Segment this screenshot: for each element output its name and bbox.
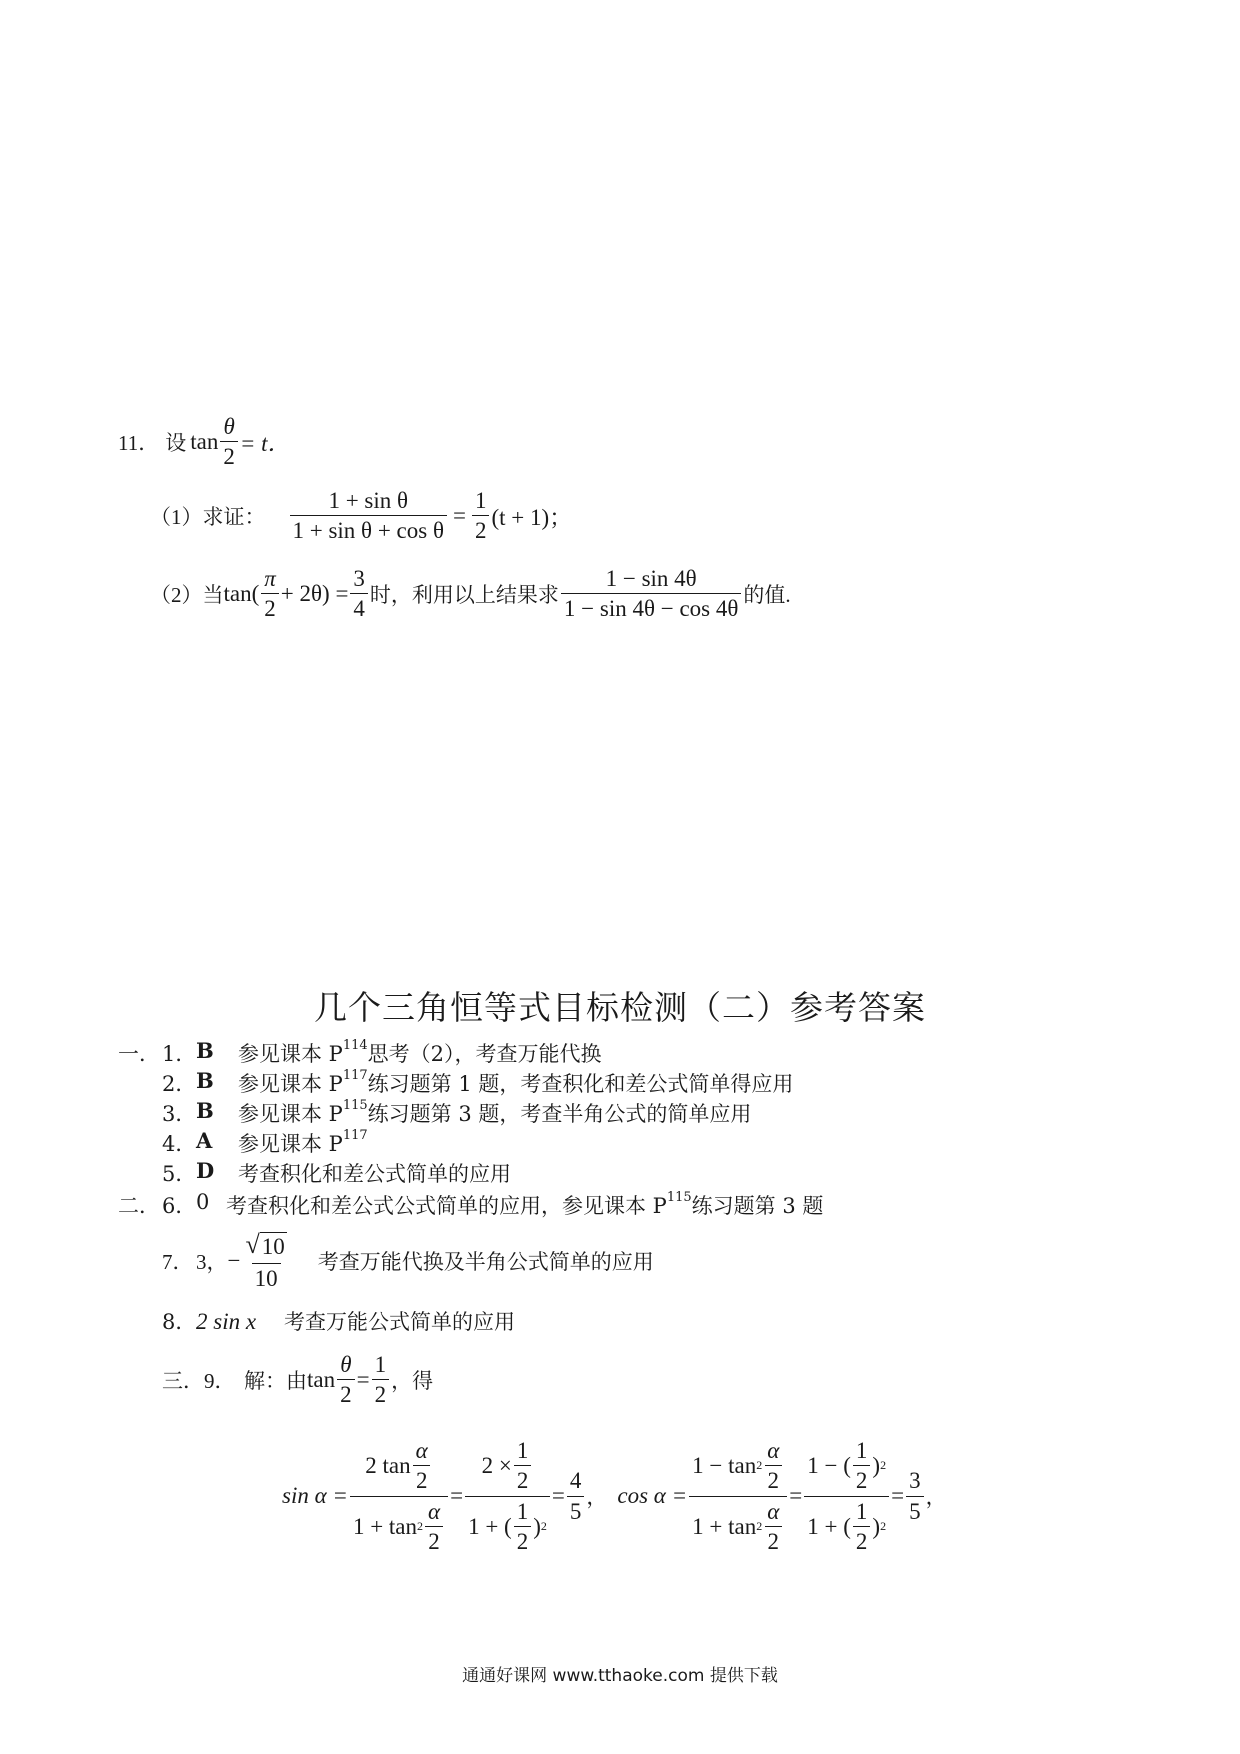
equals-sign: = — [891, 1483, 905, 1509]
fraction-numerator: 1 — [516, 1438, 529, 1463]
footer-text: 通通好课网 www.tthaoke.com 提供下载 — [462, 1666, 778, 1686]
item-number: 7． — [162, 1250, 194, 1275]
fraction-denominator: 2 — [765, 1526, 783, 1554]
part1-label: （1）求证： — [150, 504, 266, 529]
numerator-text: 2 × — [481, 1453, 512, 1479]
alpha-half-fraction — [764, 1438, 782, 1494]
equals-sign: = — [356, 1366, 370, 1392]
equals-sign: = — [452, 502, 466, 528]
sin-result-fraction — [567, 1468, 585, 1524]
item-ref: 参见课本 P — [238, 1102, 343, 1126]
item-ref-sub: 117 — [342, 1068, 368, 1083]
fraction-denominator: 2 — [425, 1526, 443, 1554]
half-fraction — [472, 488, 490, 544]
alpha-half-fraction — [425, 1499, 443, 1555]
separator: ， — [925, 1485, 947, 1510]
part2-text: 时，利用以上结果求 — [369, 582, 559, 607]
fraction-numerator: 1 + sin θ — [328, 488, 409, 513]
part2-target-fraction — [561, 566, 741, 622]
fraction-denominator: 4 — [350, 593, 368, 621]
part2-label: （2）当 — [150, 582, 224, 607]
fraction-numerator: α — [767, 1438, 780, 1463]
numerator-text: 1 − tan — [692, 1453, 757, 1479]
item-desc: 考查积化和差公式简单的应用 — [238, 1162, 511, 1186]
fraction-numerator: 1 — [474, 488, 487, 513]
sqrt-expression — [242, 1232, 289, 1263]
item-desc: 考查积化和差公式公式简单的应用，参见课本 P — [226, 1194, 667, 1218]
fraction-denominator — [689, 1496, 787, 1555]
list-item — [162, 1038, 793, 1068]
minus-sign: − — [227, 1248, 241, 1274]
separator: ， — [586, 1485, 608, 1510]
equals-sign: = — [450, 1483, 464, 1509]
item-letter: B — [196, 1068, 214, 1093]
numerator-text: 1 − ( — [807, 1453, 851, 1479]
sin-fraction-2 — [465, 1438, 550, 1554]
fraction-denominator — [804, 1496, 889, 1555]
solution-lead: 解：由 — [244, 1368, 307, 1393]
list-item — [162, 1068, 793, 1098]
item-desc: 考查万能代换及半角公式简单的应用 — [317, 1250, 654, 1275]
paren-close: ) — [872, 1513, 881, 1539]
fraction-numerator: 1 — [855, 1438, 868, 1463]
item-ref-sub: 117 — [342, 1128, 368, 1143]
sin-fraction-1 — [350, 1438, 448, 1554]
item-number: 9． — [204, 1368, 236, 1393]
fraction-denominator: 2 — [472, 515, 490, 543]
fraction-denominator: 2 — [853, 1526, 871, 1554]
q11-number: 11． — [118, 430, 160, 455]
item-number: 5． — [162, 1162, 197, 1186]
fraction-numerator: α — [428, 1498, 441, 1524]
item-ref-sub: 114 — [342, 1038, 368, 1053]
theta-half-fraction — [337, 1352, 355, 1408]
item-letter: D — [196, 1158, 215, 1183]
paren-close: ) — [533, 1513, 541, 1539]
alpha-half-fraction — [764, 1499, 782, 1555]
answer-7 — [162, 1232, 654, 1291]
section1-label: 一． — [118, 1042, 160, 1066]
half-fraction — [514, 1499, 532, 1555]
fraction-numerator: θ — [223, 414, 235, 439]
fraction-numerator: 1 — [855, 1498, 868, 1524]
answer-6 — [118, 1190, 823, 1220]
item-number: 2． — [162, 1072, 197, 1096]
square-exponent: 2 — [417, 1518, 424, 1533]
item-letter: B — [196, 1038, 214, 1063]
fraction-numerator — [689, 1438, 787, 1496]
fraction-denominator: 2 — [220, 441, 238, 469]
sin-cos-derivation — [282, 1438, 947, 1554]
fraction-denominator — [350, 1496, 448, 1555]
fraction-denominator: 1 − sin 4θ − cos 4θ — [561, 593, 741, 621]
half-fraction — [372, 1352, 390, 1408]
theta-half-fraction — [220, 414, 238, 470]
square-exponent: 2 — [540, 1518, 547, 1533]
denominator-text: 1 + ( — [468, 1513, 512, 1539]
item-letter: A — [196, 1128, 213, 1153]
half-fraction — [514, 1438, 532, 1494]
item-desc: 练习题第 3 题，考查半角公式的简单应用 — [367, 1102, 752, 1126]
item-letter: B — [196, 1098, 214, 1123]
denominator-text: 1 + tan — [352, 1513, 418, 1539]
item-desc: 思考（2），考查万能代换 — [367, 1042, 602, 1066]
q11-lead: 设 — [165, 430, 187, 455]
fraction-numerator — [479, 1438, 537, 1496]
fraction-denominator: 2 — [261, 593, 279, 621]
q11-part2 — [150, 566, 791, 622]
fraction-numerator: 3 — [353, 566, 365, 591]
part2-tan: tan( — [223, 580, 260, 606]
part1-fraction — [290, 488, 447, 544]
equals-sign: = — [789, 1483, 803, 1509]
item-ref-sub: 115 — [666, 1190, 692, 1205]
fraction-denominator: 2 — [514, 1526, 532, 1554]
list-item — [162, 1158, 793, 1188]
fraction-denominator: 2 — [765, 1465, 783, 1493]
cos-result-fraction — [906, 1468, 924, 1524]
denominator-text: 1 + ( — [807, 1513, 851, 1539]
item-value: 0 — [196, 1190, 210, 1214]
cos-fraction-1 — [689, 1438, 787, 1554]
half-fraction — [853, 1438, 871, 1494]
section2-label: 二． — [118, 1194, 160, 1218]
page-title: 几个三角恒等式目标检测（二）参考答案 — [314, 988, 926, 1027]
pi-half-fraction — [261, 566, 279, 622]
section3-label: 三． — [162, 1368, 204, 1393]
half-fraction — [853, 1499, 871, 1555]
q11-premise-tail: = t． — [239, 431, 291, 457]
three-quarter-fraction — [350, 566, 368, 622]
fraction-denominator: 5 — [906, 1496, 924, 1524]
list-item — [162, 1098, 793, 1128]
fraction-denominator: 1 + sin θ + cos θ — [290, 515, 447, 543]
item-ref: 参见课本 P — [238, 1042, 343, 1066]
fraction-numerator: θ — [340, 1352, 352, 1377]
paren-close: ) — [872, 1453, 881, 1479]
fraction-numerator: 1 − sin 4θ — [605, 566, 697, 591]
item-desc: 考查万能公式简单的应用 — [284, 1310, 515, 1334]
item-value: 3， — [196, 1250, 228, 1275]
answer-9 — [162, 1352, 433, 1408]
item-ref: 参见课本 P — [238, 1072, 343, 1096]
cos-fraction-2 — [804, 1438, 889, 1554]
fraction-numerator: α — [415, 1438, 428, 1463]
fraction-numerator: 1 — [516, 1498, 529, 1524]
item-number: 6． — [162, 1194, 197, 1218]
tan-text: tan — [190, 428, 219, 454]
item-number: 4． — [162, 1132, 197, 1156]
part2-tail: 的值. — [743, 582, 791, 607]
part1-tail: (t + 1)； — [491, 505, 573, 531]
answer-8 — [162, 1306, 515, 1336]
denominator-text: 1 + tan — [692, 1513, 757, 1539]
square-exponent: 2 — [756, 1518, 763, 1533]
square-exponent: 2 — [756, 1458, 763, 1473]
cos-alpha-lhs: cos α = — [617, 1483, 688, 1509]
item-number: 3． — [162, 1102, 197, 1126]
fraction-denominator: 2 — [514, 1465, 532, 1493]
fraction-numerator: α — [767, 1498, 780, 1524]
item-desc: 练习题第 1 题，考查积化和差公式简单得应用 — [367, 1072, 794, 1096]
sqrt10-fraction — [242, 1232, 289, 1291]
fraction-denominator: 2 — [853, 1465, 871, 1493]
fraction-denominator: 2 — [413, 1465, 431, 1493]
item-value: 2 sin x — [196, 1309, 257, 1334]
item-number: 8． — [162, 1310, 197, 1334]
fraction-denominator: 5 — [567, 1496, 585, 1524]
q11-premise — [118, 414, 291, 470]
radical-icon: √ — [245, 1230, 260, 1259]
item-desc-tail: 练习题第 3 题 — [691, 1194, 824, 1218]
sqrt-argument: 10 — [261, 1234, 285, 1259]
q11-part1 — [150, 488, 572, 544]
list-item — [162, 1128, 793, 1158]
solution-tail: ，得 — [391, 1368, 434, 1393]
equals-sign: = — [551, 1483, 565, 1509]
fraction-numerator — [804, 1438, 889, 1496]
alpha-half-fraction — [413, 1438, 431, 1494]
fraction-numerator: π — [264, 566, 276, 591]
part2-mid: + 2θ) = — [280, 580, 349, 606]
sin-alpha-lhs: sin α = — [282, 1483, 348, 1509]
fraction-denominator: 2 — [372, 1379, 390, 1407]
fraction-numerator: 4 — [569, 1468, 582, 1494]
item-number: 1． — [162, 1042, 197, 1066]
answer-list — [162, 1038, 793, 1188]
fraction-numerator: 3 — [909, 1468, 921, 1494]
item-ref: 参见课本 P — [238, 1132, 343, 1156]
item-ref-sub: 115 — [342, 1098, 368, 1113]
fraction-numerator — [362, 1438, 435, 1496]
square-exponent: 2 — [880, 1518, 887, 1533]
square-exponent: 2 — [880, 1458, 887, 1473]
fraction-numerator: 1 — [374, 1352, 387, 1377]
numerator-text: 2 tan — [365, 1453, 411, 1479]
fraction-denominator — [465, 1496, 550, 1555]
fraction-denominator: 2 — [337, 1379, 355, 1407]
fraction-denominator: 10 — [252, 1263, 281, 1291]
tan-text: tan — [307, 1366, 336, 1392]
